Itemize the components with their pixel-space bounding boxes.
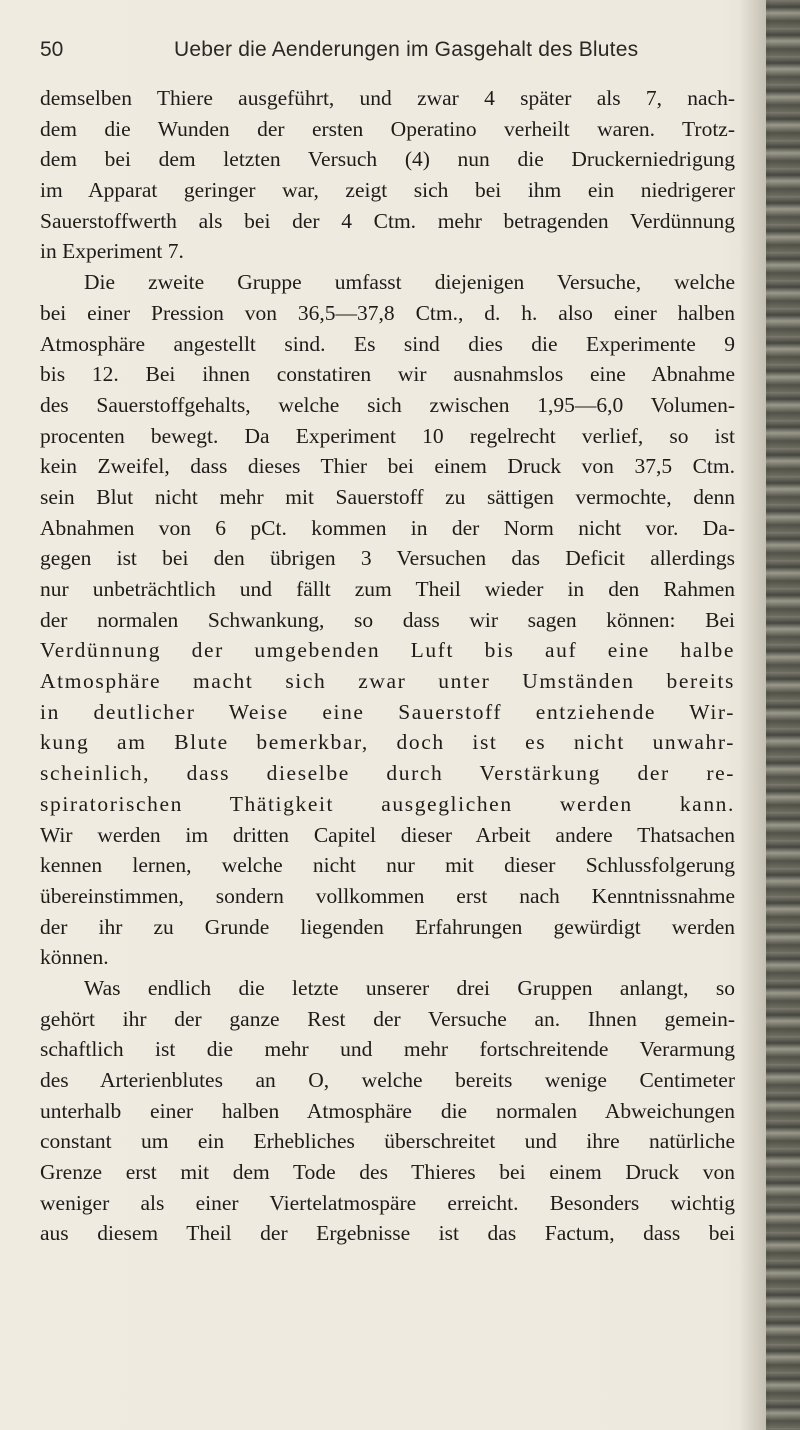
text-line: des Sauerstoffgehalts, welche sich zwischen 1,95—6,0 Volumen-	[40, 392, 735, 417]
body-text	[40, 83, 735, 1249]
text-line: demselben Thiere ausgeführt, und zwar 4 später als 7, nach-	[40, 86, 735, 110]
text-line: Sauerstoffwerth als bei der 4 Ctm. mehr betragenden Verdünnung	[40, 208, 735, 233]
text-line: procenten bewegt. Da Experiment 10 regelrecht verlief, so ist	[40, 423, 735, 448]
text-line: Abnahmen von 6 pCt. kommen in der Norm nicht vor. Da-	[40, 515, 735, 540]
text-line: unterhalb einer halben Atmosphäre die normalen Abweichungen	[40, 1098, 735, 1123]
emphasized-text-line: scheinlich, dass dieselbe durch Verstärkung der re-	[40, 761, 735, 786]
text-line: gegen ist bei den übrigen 3 Versuchen das Deficit allerdings	[40, 546, 735, 571]
text-line: gehört ihr der ganze Rest der Versuche an. Ihnen gemein-	[40, 1006, 735, 1031]
emphasized-text-line: Atmosphäre macht sich zwar unter Umständen bereits	[40, 669, 735, 694]
text-line: im Apparat geringer war, zeigt sich bei ihm ein niedrigerer	[40, 178, 735, 203]
emphasized-text-line: in deutlicher Weise eine Sauerstoff entziehende Wir-	[40, 699, 735, 724]
emphasized-text-line: Verdünnung der umgebenden Luft bis auf eine halbe	[40, 638, 735, 663]
text-line: dem bei dem letzten Versuch (4) nun die Druckerniedrigung	[40, 147, 735, 172]
running-title: Ueber die Aenderungen im Gasgehalt des Blutes	[174, 38, 639, 61]
text-line: können.	[40, 945, 109, 970]
text-line: sein Blut nicht mehr mit Sauerstoff zu sättigen vermochte, denn	[40, 484, 735, 509]
text-line: aus diesem Theil der Ergebnisse ist das Factum, dass bei	[40, 1221, 735, 1246]
text-line: schaftlich ist die mehr und mehr fortschreitende Verarmung	[40, 1037, 735, 1062]
text-line: Atmosphäre angestellt sind. Es sind dies die Experimente 9	[40, 331, 735, 356]
emphasized-text-line: kung am Blute bemerkbar, doch ist es nicht unwahr-	[40, 730, 735, 755]
text-line: kein Zweifel, dass dieses Thier bei einem Druck von 37,5 Ctm.	[40, 454, 735, 479]
text-line: der ihr zu Grunde liegenden Erfahrungen gewürdigt werden	[40, 914, 735, 939]
text-line: übereinstimmen, sondern vollkommen erst nach Kenntnissnahme	[40, 883, 735, 908]
text-line: Was endlich die letzte unserer drei Gruppen anlangt, so	[84, 975, 735, 1000]
book-binding-edge	[766, 0, 800, 1430]
text-line: Wir werden im dritten Capitel dieser Arbeit andere Thatsachen	[40, 822, 735, 847]
text-line: constant um ein Erhebliches überschreitet und ihre natürliche	[40, 1129, 735, 1154]
text-line: der normalen Schwankung, so dass wir sagen können: Bei	[40, 607, 735, 632]
text-line: des Arterienblutes an O, welche bereits wenige Centimeter	[40, 1068, 735, 1092]
text-line: in Experiment 7.	[40, 239, 184, 264]
text-line: Grenze erst mit dem Tode des Thieres bei einem Druck von	[40, 1160, 735, 1185]
text-line: kennen lernen, welche nicht nur mit dieser Schlussfolgerung	[40, 853, 735, 878]
page-number: 50	[40, 38, 64, 61]
text-line: bis 12. Bei ihnen constatiren wir ausnahmslos eine Abnahme	[40, 362, 735, 387]
page-header	[40, 38, 760, 72]
text-line: Die zweite Gruppe umfasst diejenigen Versuche, welche	[84, 270, 735, 295]
emphasized-text-line: spiratorischen Thätigkeit ausgeglichen werden kann.	[40, 791, 735, 816]
text-line: nur unbeträchtlich und fällt zum Theil wieder in den Rahmen	[40, 577, 735, 601]
text-line: bei einer Pression von 36,5—37,8 Ctm., d. h. also einer halben	[40, 300, 735, 325]
text-line: dem die Wunden der ersten Operatino verheilt waren. Trotz-	[40, 116, 735, 141]
text-line: weniger als einer Viertelatmospäre erreicht. Besonders wichtig	[40, 1190, 735, 1215]
